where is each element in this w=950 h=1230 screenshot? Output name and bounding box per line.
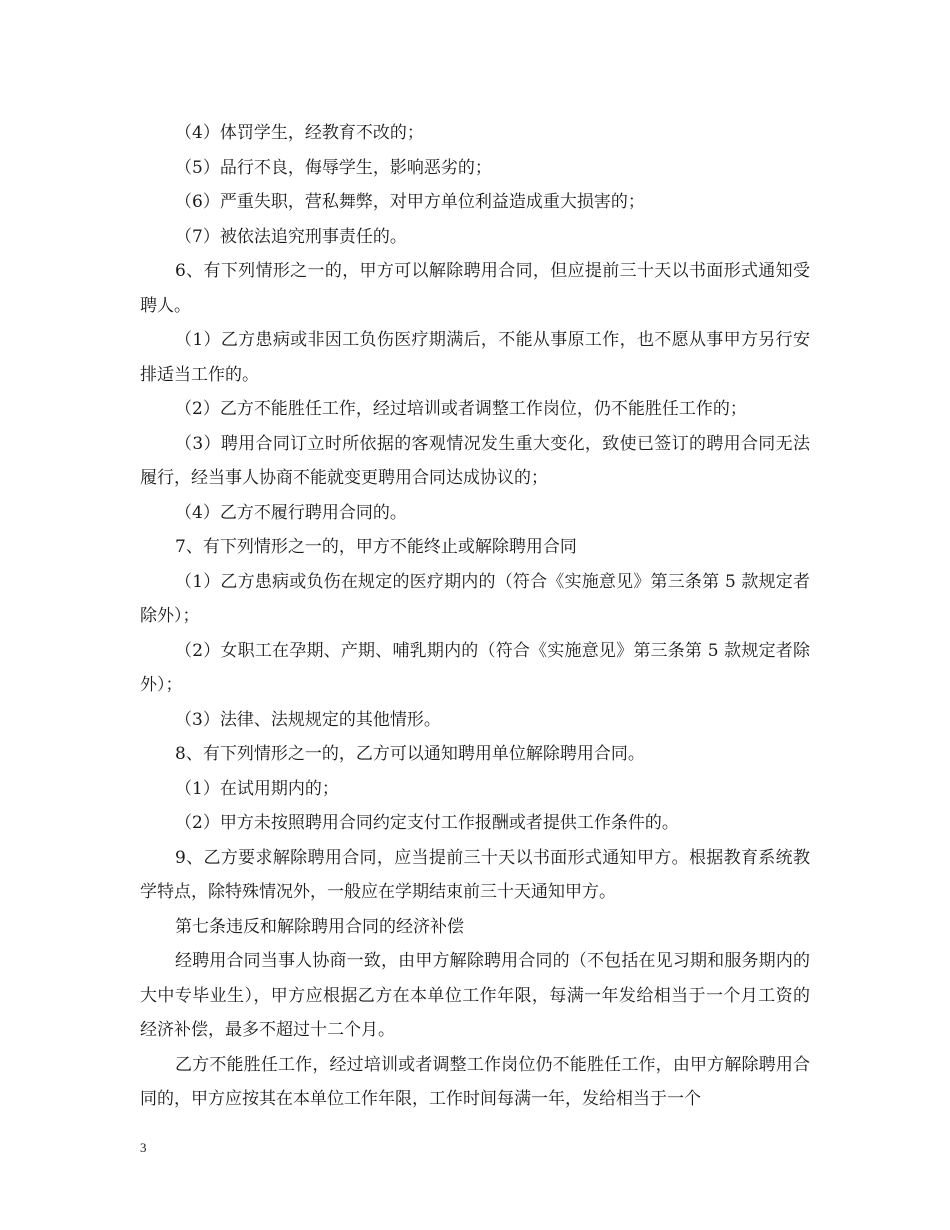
paragraph: 6、有下列情形之一的，甲方可以解除聘用合同，但应提前三十天以书面形式通知受聘人。: [140, 261, 810, 316]
paragraph: （2）甲方未按照聘用合同约定支付工作报酬或者提供工作条件的。: [175, 813, 679, 833]
paragraph: 8、有下列情形之一的，乙方可以通知聘用单位解除聘用合同。: [175, 744, 645, 764]
paragraph: （3）聘用合同订立时所依据的客观情况发生重大变化，致使已签订的聘用合同无法履行，经当事人协商不能就变更聘用合同达成协议的；: [140, 433, 810, 488]
paragraph: （5）品行不良，侮辱学生，影响恶劣的；: [175, 157, 492, 178]
section-heading: 第七条违反和解除聘用合同的经济补偿: [175, 916, 464, 937]
paragraph: （1）乙方患病或负伤在规定的医疗期内的（符合《实施意见》第三条第 5 款规定者除外）；: [140, 571, 810, 626]
paragraph: 7、有下列情形之一的，甲方不能终止或解除聘用合同: [175, 537, 577, 557]
document-body: [140, 116, 810, 1117]
paragraph: （2）女职工在孕期、产期、哺乳期内的（符合《实施意见》第三条第 5 款规定者除外）；: [140, 640, 810, 695]
paragraph: （2）乙方不能胜任工作，经过培训或者调整工作岗位，仍不能胜任工作的；: [175, 399, 747, 419]
paragraph: （4）乙方不履行聘用合同的。: [175, 502, 407, 523]
paragraph: （1）在试用期内的；: [175, 778, 339, 799]
page-number: 3: [140, 1140, 147, 1155]
paragraph: （7）被依法追究刑事责任的。: [175, 226, 407, 247]
paragraph: （4）体罚学生，经教育不改的；: [175, 123, 424, 143]
paragraph: 经聘用合同当事人协商一致，由甲方解除聘用合同的（不包括在见习期和服务期内的大中专毕业生），甲方应根据乙方在本单位工作年限，每满一年发给相当于一个月工资的经济补偿，最多不超过十二个月。: [140, 951, 810, 1040]
paragraph: 乙方不能胜任工作，经过培训或者调整工作岗位仍不能胜任工作，由甲方解除聘用合同的，甲方应按其在本单位工作年限，工作时间每满一年，发给相当于一个: [140, 1054, 810, 1109]
paragraph: （1）乙方患病或非因工负伤医疗期满后，不能从事原工作，也不愿从事甲方另行安排适当工作的。: [140, 330, 810, 385]
paragraph: （6）严重失职，营私舞弊，对甲方单位利益造成重大损害的；: [175, 192, 645, 212]
paragraph: 9、乙方要求解除聘用合同，应当提前三十天以书面形式通知甲方。根据教育系统教学特点，除特殊情况外，一般应在学期结束前三十天通知甲方。: [140, 847, 810, 902]
paragraph: （3）法律、法规规定的其他情形。: [175, 709, 441, 730]
